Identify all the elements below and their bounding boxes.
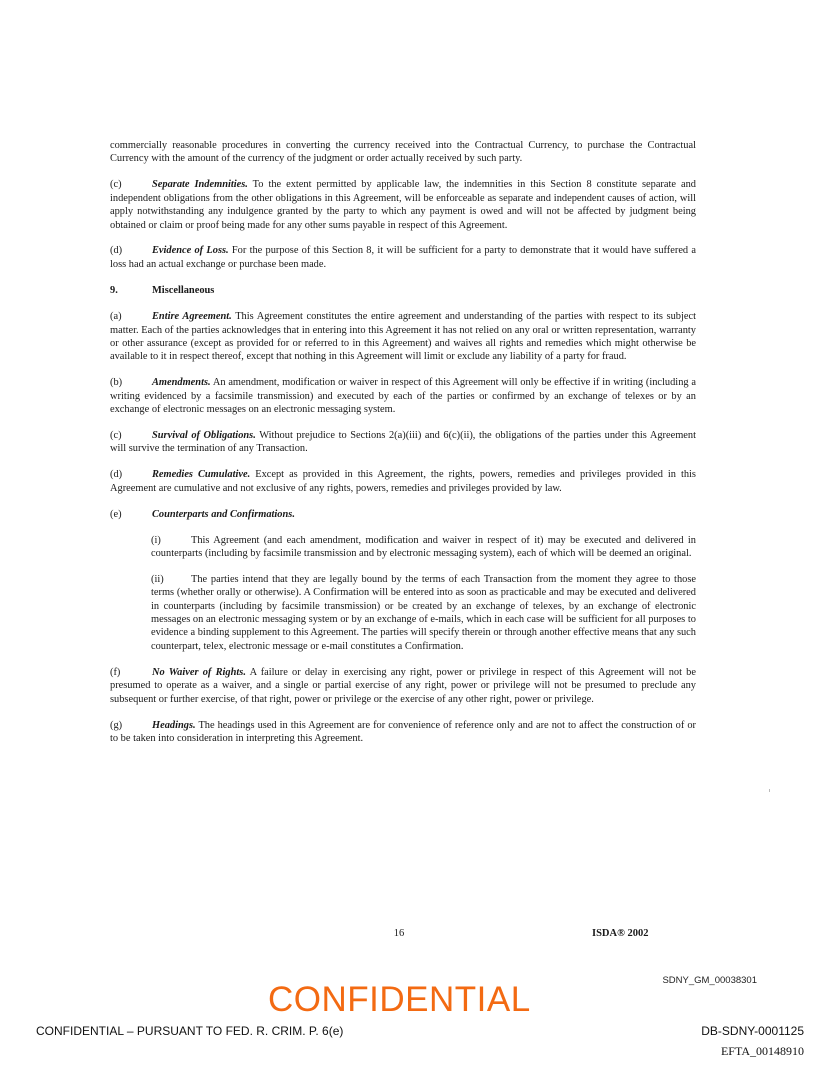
subclause-label: (ii) bbox=[151, 573, 164, 585]
confidential-notice: CONFIDENTIAL – PURSUANT TO FED. R. CRIM. P. 6(e) bbox=[36, 1024, 344, 1038]
clause-text: The headings used in this Agreement are for convenience of reference only and are not to affect the construction of or to be taken into consideration in interpreting this Agreement. bbox=[110, 719, 696, 744]
clause-title: Separate Indemnities. bbox=[152, 179, 248, 191]
clause-text: To the extent permitted by applicable law, the indemnities in this Section 8 constitute separate and independent obligations from the other obligations in this Agreement, will be enforceable as separate and independent causes of action, will apply notwithstanding any indulgence granted by the party to which any payment is owed and will not be affected by judgment being obtained or claim or proof being made for any other sums payable in respect of this Agreement. bbox=[110, 179, 696, 231]
bates-number-gm: SDNY_GM_00038301 bbox=[662, 975, 757, 986]
document-body bbox=[110, 139, 696, 758]
clause-title: Counterparts and Confirmations. bbox=[152, 508, 295, 520]
clause-8c bbox=[110, 178, 696, 232]
clause-title: Amendments. bbox=[152, 377, 211, 389]
subclause-text: This Agreement (and each amendment, modification and waiver in respect of it) may be executed and delivered in counterparts (including by facsimile transmission and by electronic messaging system), each of which will be deemed an original. bbox=[151, 534, 696, 559]
clause-9c bbox=[110, 429, 696, 456]
section-title: Miscellaneous bbox=[152, 284, 215, 296]
clause-text: This Agreement constitutes the entire agreement and understanding of the parties with respect to its subject matter. Each of the parties acknowledges that in entering into this Agreement it has not relied on any oral or written representation, warranty or other assurance (except as provided for or referred to in this Agreement) and waives all rights and remedies which might otherwise be available to it in respect thereof, except that nothing in this Agreement will limit or exclude any liability of a party for fraud. bbox=[110, 311, 696, 363]
clause-text: For the purpose of this Section 8, it will be sufficient for a party to demonstrate that it would have suffered a loss had an actual exchange or purchase been made. bbox=[110, 245, 696, 270]
clause-label: (e) bbox=[110, 508, 122, 520]
page-number: 16 bbox=[393, 928, 405, 939]
clause-title: No Waiver of Rights. bbox=[152, 666, 246, 678]
isda-mark: ISDA® 2002 bbox=[592, 928, 649, 939]
subclause-label: (i) bbox=[151, 534, 161, 546]
clause-label: (f) bbox=[110, 666, 121, 678]
scan-speck bbox=[769, 789, 770, 792]
clause-title: Headings. bbox=[152, 719, 196, 731]
clause-text: A failure or delay in exercising any right, power or privilege in respect of this Agreement will not be presumed to operate as a waiver, and a single or partial exercise of any right, power or privilege will not be presumed to preclude any subsequent or further exercise, of that right, power or privilege or the exercise of any other right, power or privilege. bbox=[110, 666, 696, 705]
clause-text: An amendment, modification or waiver in respect of this Agreement will only be effective if in writing (including a writing evidenced by a facsimile transmission) and executed by each of the parties or confirmed by an exchange of telexes or by an exchange of electronic messages on an electronic messaging system. bbox=[110, 377, 696, 416]
clause-text: Without prejudice to Sections 2(a)(iii) and 6(c)(ii), the obligations of the parties under this Agreement will survive the termination of any Transaction. bbox=[110, 430, 696, 455]
clause-label: (g) bbox=[110, 719, 123, 731]
clause-label: (c) bbox=[110, 430, 122, 441]
bates-number-db: DB-SDNY-0001125 bbox=[701, 1024, 804, 1038]
clause-9d bbox=[110, 468, 696, 495]
clause-title: Survival of Obligations. bbox=[152, 430, 256, 441]
clause-title: Remedies Cumulative. bbox=[152, 469, 251, 481]
clause-label: (d) bbox=[110, 469, 123, 481]
clause-9b bbox=[110, 376, 696, 416]
continuation-paragraph: commercially reasonable procedures in converting the currency received into the Contractual Currency, to purchase the Contractual Currency with the amount of the currency of the judgment or order actually received by such party. bbox=[110, 140, 696, 165]
subclause-text: The parties intend that they are legally bound by the terms of each Transaction from the moment they agree to those terms (whether orally or otherwise). A Confirmation will be entered into as soon as practicable and may be executed and delivered in counterparts (including by facsimile transmission) or be created by an exchange of telexes, by an exchange of electronic messages on an electronic messaging system or by an exchange of e-mails, which in each case will be sufficient for all purposes to evidence a binding supplement to this Agreement. The parties will specify therein or through another effective means that any such counterpart, telex, electronic message or e-mail constitutes a Confirmation. bbox=[151, 573, 696, 652]
clause-text: Except as provided in this Agreement, the rights, powers, remedies and privileges provided in this Agreement are cumulative and not exclusive of any rights, powers, remedies and privileges provided by law. bbox=[110, 469, 696, 494]
subclause-9e-ii bbox=[151, 573, 696, 653]
clause-label: (a) bbox=[110, 311, 122, 323]
clause-title: Evidence of Loss. bbox=[152, 245, 229, 257]
section-number: 9. bbox=[110, 284, 118, 296]
clause-9f bbox=[110, 666, 696, 706]
clause-9g bbox=[110, 719, 696, 746]
clause-8d bbox=[110, 244, 696, 271]
efta-number: EFTA_00148910 bbox=[720, 1044, 804, 1058]
clause-9e bbox=[110, 508, 696, 521]
confidential-stamp: CONFIDENTIAL bbox=[268, 980, 531, 1019]
clause-label: (d) bbox=[110, 245, 123, 257]
subclause-9e-i bbox=[151, 534, 696, 561]
section-heading bbox=[110, 284, 696, 297]
clause-label: (c) bbox=[110, 179, 122, 191]
clause-label: (b) bbox=[110, 377, 123, 389]
clause-9a bbox=[110, 310, 696, 364]
clause-title: Entire Agreement. bbox=[152, 311, 232, 323]
